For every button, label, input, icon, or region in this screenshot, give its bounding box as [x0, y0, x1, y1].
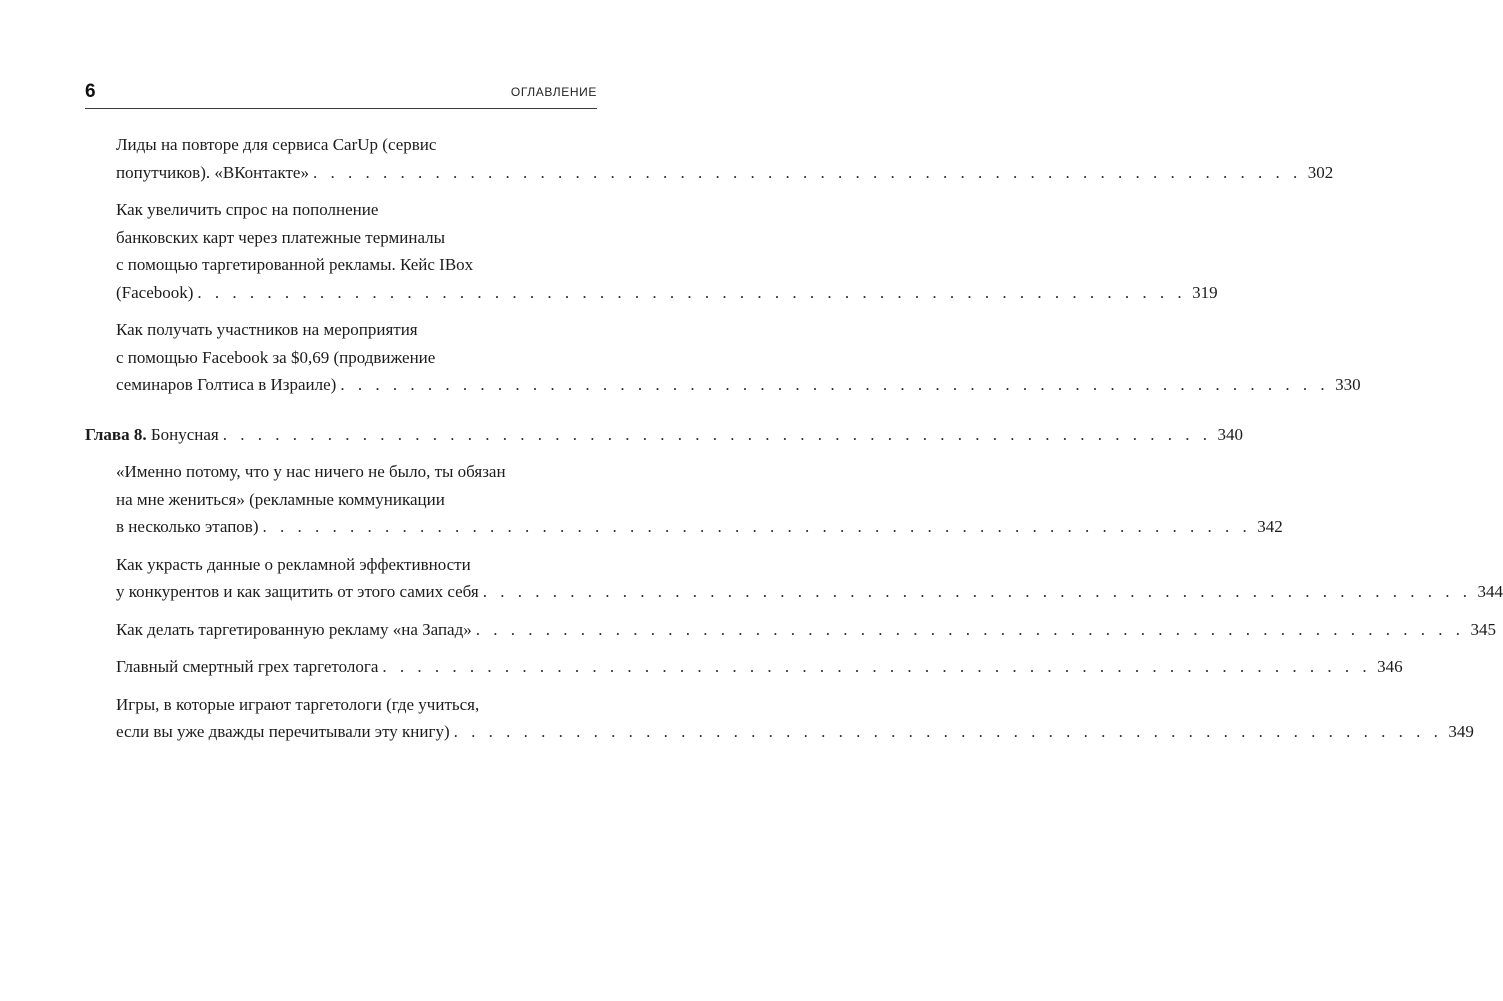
- page-number: 6: [85, 81, 96, 102]
- toc-entry-line: Как украсть данные о рекламной эффективности: [116, 554, 471, 574]
- toc-chapter[interactable]: [85, 421, 1243, 449]
- chapter-page: 340: [1217, 424, 1243, 444]
- toc-entry[interactable]: [116, 551, 1503, 606]
- toc-entry-title-end: в несколько этапов): [116, 517, 259, 536]
- dot-leader: . . . . . . . . . . . . . . . . . . . . . . . . . . . . . . . . . . . . . . . . . . . . . . . . . . . . . . . . .: [340, 375, 1330, 394]
- dot-leader: . . . . . . . . . . . . . . . . . . . . . . . . . . . . . . . . . . . . . . . . . . . . . . . . . . . . . . . . .: [475, 619, 1465, 639]
- chapter-label: Глава 8.: [85, 424, 147, 444]
- toc-entry-page: 302: [1307, 162, 1334, 182]
- table-of-contents: [85, 131, 1503, 746]
- toc-entry-page: 344: [1477, 582, 1503, 601]
- toc-entry-page: 345: [1470, 619, 1496, 639]
- toc-entry[interactable]: [116, 653, 1403, 681]
- toc-entry[interactable]: [116, 196, 1218, 306]
- toc-entry-title-end: если вы уже дважды перечитывали эту книгу): [116, 722, 450, 741]
- toc-entry-line: Игры, в которые играют таргетологи (где учиться,: [116, 694, 480, 714]
- dot-leader: . . . . . . . . . . . . . . . . . . . . . . . . . . . . . . . . . . . . . . . . . . . . . . . . . . . . . . . . .: [453, 722, 1443, 741]
- toc-entry[interactable]: [116, 131, 1334, 186]
- toc-entry[interactable]: [116, 691, 1474, 746]
- toc-entry-page: 330: [1335, 375, 1361, 394]
- toc-entry-page: 349: [1448, 722, 1474, 741]
- toc-entry-page: 342: [1257, 517, 1283, 536]
- toc-entry[interactable]: [116, 458, 1283, 541]
- dot-leader: . . . . . . . . . . . . . . . . . . . . . . . . . . . . . . . . . . . . . . . . . . . . . . . . . . . . . . . . .: [262, 517, 1252, 536]
- toc-entry-title-end: у конкурентов и как защитить от этого самих себя: [116, 582, 479, 601]
- toc-entry-title-end: Как делать таргетированную рекламу «на Запад»: [116, 619, 472, 639]
- toc-entry-page: 346: [1377, 657, 1403, 676]
- running-head: ОГЛАВЛЕНИЕ: [510, 85, 597, 99]
- toc-entry-line: на мне жениться» (рекламные коммуникации: [116, 489, 445, 509]
- dot-leader: . . . . . . . . . . . . . . . . . . . . . . . . . . . . . . . . . . . . . . . . . . . . . . . . . . . . . . . . .: [482, 582, 1472, 601]
- toc-entry-title-end: (Facebook): [116, 282, 194, 302]
- toc-entry-line: с помощью Facebook за $0,69 (продвижение: [116, 347, 436, 367]
- dot-leader: . . . . . . . . . . . . . . . . . . . . . . . . . . . . . . . . . . . . . . . . . . . . . . . . . . . . . . . . .: [312, 162, 1302, 182]
- toc-entry[interactable]: [116, 616, 1496, 644]
- chapter-title: Бонусная: [146, 424, 219, 444]
- dot-leader: . . . . . . . . . . . . . . . . . . . . . . . . . . . . . . . . . . . . . . . . . . . . . . . . . . . . . . . . .: [222, 424, 1212, 444]
- dot-leader: . . . . . . . . . . . . . . . . . . . . . . . . . . . . . . . . . . . . . . . . . . . . . . . . . . . . . . . . .: [382, 657, 1372, 676]
- page-header: [85, 76, 597, 109]
- dot-leader: . . . . . . . . . . . . . . . . . . . . . . . . . . . . . . . . . . . . . . . . . . . . . . . . . . . . . . . . .: [197, 282, 1187, 302]
- toc-entry[interactable]: [116, 316, 1361, 399]
- toc-entry-line: банковских карт через платежные терминалы: [116, 227, 446, 247]
- toc-entry-line: с помощью таргетированной рекламы. Кейс IBox: [116, 255, 474, 274]
- toc-entry-page: 319: [1192, 282, 1218, 302]
- toc-entry-line: Как получать участников на мероприятия: [116, 320, 418, 339]
- toc-entry-title-end: семинаров Голтиса в Израиле): [116, 375, 337, 394]
- toc-entry-title-end: попутчиков). «ВКонтакте»: [116, 162, 309, 182]
- toc-entry-line: Как увеличить спрос на пополнение: [116, 200, 379, 219]
- toc-entry-line: Лиды на повторе для сервиса CarUp (сервис: [116, 135, 437, 154]
- toc-entry-line: «Именно потому, что у нас ничего не было, ты обязан: [116, 462, 506, 481]
- toc-entry-title-end: Главный смертный грех таргетолога: [116, 657, 379, 676]
